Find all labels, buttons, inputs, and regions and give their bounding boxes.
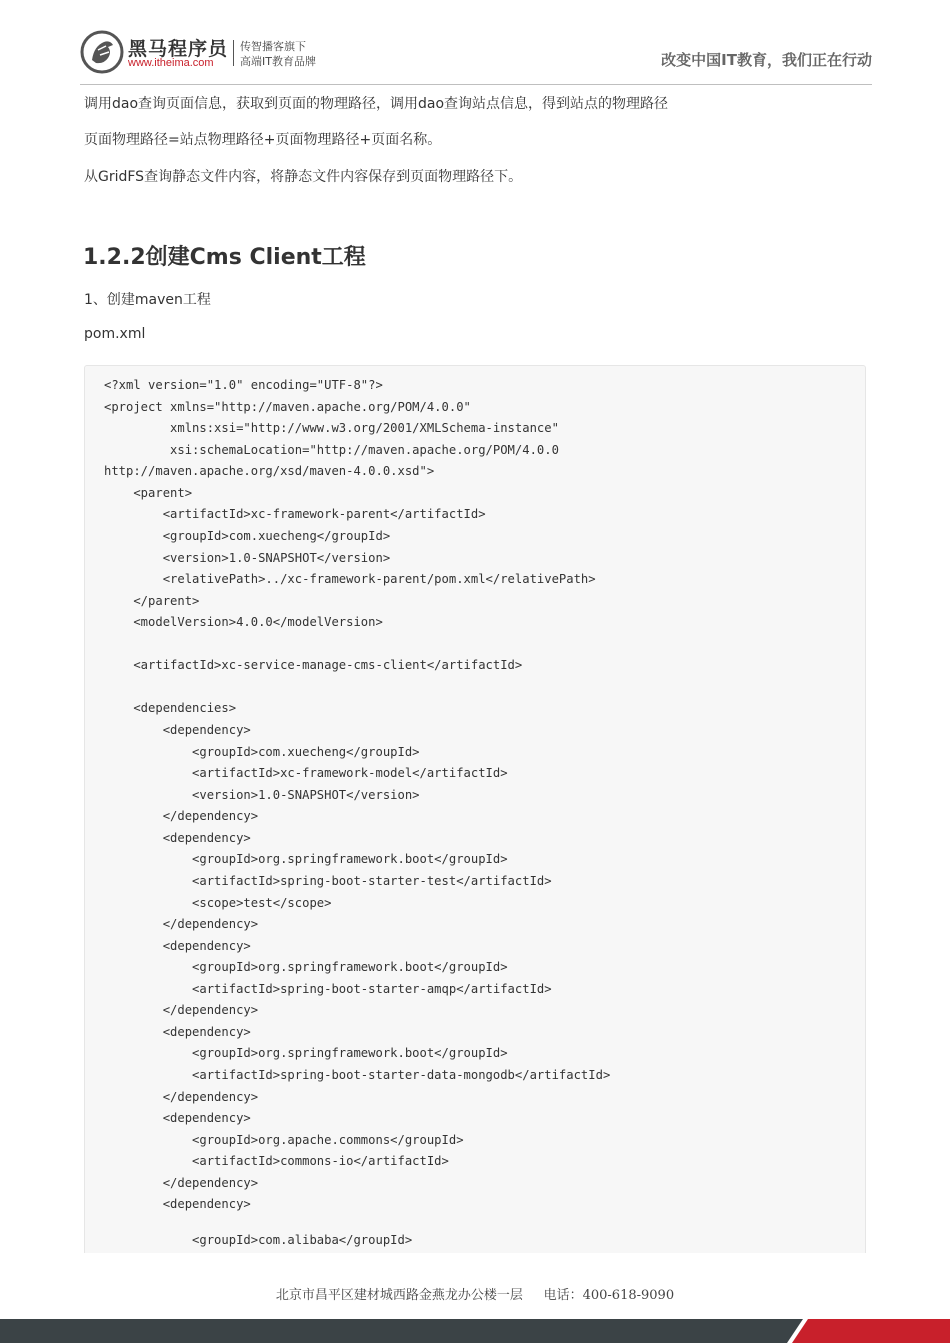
code-line: <groupId>org.springframework.boot</groupId> [104, 960, 508, 974]
footer-contact [0, 1284, 950, 1303]
code-line: <dependency> [104, 1197, 251, 1211]
code-line: <relativePath>../xc-framework-parent/pom.xml</relativePath> [104, 572, 596, 586]
code-line: <artifactId>spring-boot-starter-test</artifactId> [104, 874, 552, 888]
footer-address: 北京市昌平区建材城西路金燕龙办公楼一层 [275, 1288, 523, 1303]
page-header [80, 28, 872, 85]
logo-url: www.itheima.com [128, 57, 214, 69]
code-block [84, 365, 866, 1253]
code-line: <modelVersion>4.0.0</modelVersion> [104, 615, 383, 629]
footer-phone: 电话：400-618-9090 [543, 1288, 675, 1303]
code-line: <groupId>org.springframework.boot</groupId> [104, 852, 508, 866]
code-line: <version>1.0-SNAPSHOT</version> [104, 551, 391, 565]
code-line: <dependency> [104, 1111, 251, 1125]
code-line: <dependency> [104, 831, 251, 845]
logo-divider [233, 40, 234, 66]
code-line: <dependency> [104, 1025, 251, 1039]
code-line: </parent> [104, 594, 200, 608]
code-line: xmlns:xsi="http://www.w3.org/2001/XMLSchema-instance" [104, 421, 559, 435]
code-line: </dependency> [104, 809, 259, 823]
code-line: <artifactId>xc-framework-model</artifactId> [104, 766, 508, 780]
code-line: <project xmlns="http://maven.apache.org/POM/4.0.0" [104, 400, 471, 414]
logo-text: 黑马程序员 [128, 38, 229, 60]
code-line: <version>1.0-SNAPSHOT</version> [104, 788, 420, 802]
code-line: <dependency> [104, 939, 251, 953]
header-slogan: 改变中国IT教育，我们正在行动 [661, 51, 872, 69]
code-line: </dependency> [104, 1003, 259, 1017]
paragraph-1: 调用dao查询页面信息，获取到页面的物理路径，调用dao查询站点信息，得到站点的物理路径 [84, 96, 669, 112]
code-line: <parent> [104, 486, 193, 500]
code-line: <groupId>org.springframework.boot</groupId> [104, 1046, 508, 1060]
paragraph-2: 页面物理路径=站点物理路径+页面物理路径+页面名称。 [84, 132, 442, 148]
horse-logo-icon [80, 30, 124, 74]
logo-tagline-2: 高端IT教育品牌 [240, 55, 316, 68]
logo-tagline-1: 传智播客旗下 [240, 40, 306, 53]
code-line: <artifactId>xc-framework-parent</artifactId> [104, 507, 486, 521]
code-line: <artifactId>spring-boot-starter-data-mongodb</artifactId> [104, 1068, 611, 1082]
code-line: <scope>test</scope> [104, 896, 332, 910]
paragraph-3: 从GridFS查询静态文件内容，将静态文件内容保存到页面物理路径下。 [84, 169, 523, 185]
step-1-text: 1、创建maven工程 [84, 292, 211, 308]
code-line: <groupId>com.alibaba</groupId> [104, 1233, 413, 1247]
code-line: <groupId>com.xuecheng</groupId> [104, 529, 391, 543]
code-line: <artifactId>xc-service-manage-cms-client</artifactId> [104, 658, 523, 672]
code-line: <dependency> [104, 723, 251, 737]
file-name-label: pom.xml [84, 326, 146, 342]
code-line: <groupId>com.xuecheng</groupId> [104, 745, 420, 759]
code-line: <artifactId>spring-boot-starter-amqp</artifactId> [104, 982, 552, 996]
code-line: <groupId>org.apache.commons</groupId> [104, 1133, 464, 1147]
code-line: <artifactId>commons-io</artifactId> [104, 1154, 449, 1168]
code-line: <?xml version="1.0" encoding="UTF-8"?> [104, 378, 383, 392]
code-line: <dependencies> [104, 701, 237, 715]
code-line: xsi:schemaLocation="http://maven.apache.org/POM/4.0.0 [104, 443, 559, 457]
code-line: </dependency> [104, 1176, 259, 1190]
footer-bar [0, 1319, 950, 1343]
code-line: </dependency> [104, 1090, 259, 1104]
code-line: </dependency> [104, 917, 259, 931]
section-heading: 1.2.2创建Cms Client工程 [83, 245, 366, 270]
code-line: http://maven.apache.org/xsd/maven-4.0.0.xsd"> [104, 464, 435, 478]
